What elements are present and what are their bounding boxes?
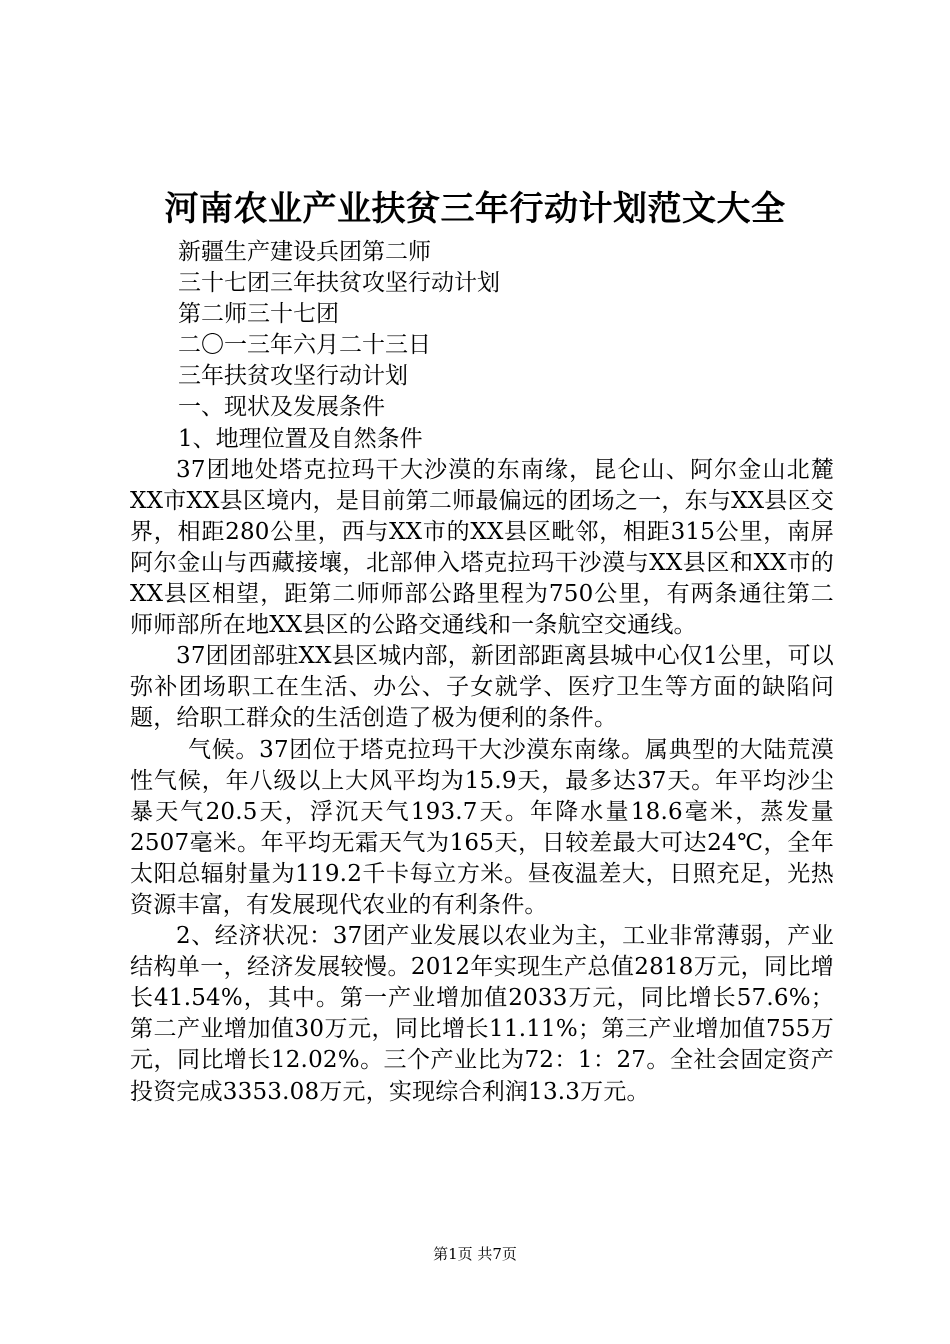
issuer-line: 第二师三十七团 — [178, 301, 339, 328]
document-title: 河南农业产业扶贫三年行动计划范文大全 — [164, 189, 786, 229]
page-indicator: 第1页 共7页 — [433, 1245, 517, 1263]
section-heading: 一、现状及发展条件 — [178, 394, 385, 421]
paragraph-economy: 2、经济状况：37团产业发展以农业为主，工业非常薄弱，产业结构单一，经济发展较慢。2012年实现生产总值2818万元，同比增长41.54%，其中。第一产业增加值2033万元，同比增长57.6%；第二产业增加值30万元，同比增长11.11%；第三产业增加值755万元，同比增长12.02%。三个产业比为72：1：27。全社会固定资产投资完成3353.08万元，实现综合利润13.3万元。 — [130, 923, 834, 1105]
plan-name-line: 三十七团三年扶贫攻坚行动计划 — [178, 270, 500, 297]
unit-line: 新疆生产建设兵团第二师 — [178, 239, 431, 265]
plan-heading: 三年扶贫攻坚行动计划 — [178, 363, 408, 390]
paragraph-geography: 37团地处塔克拉玛干大沙漠的东南缘，昆仑山、阿尔金山北麓XX市XX县区境内，是目前第二师最偏远的团场之一，东与XX县区交界，相距280公里，西与XX市的XX县区毗邻，相距315公里，南屏阿尔金山与西藏接壤，北部伸入塔克拉玛干沙漠与XX县区和XX市的XX县区相望，距第二师师部公路里程为750公里，有两条通往第二师师部所在地XX县区的公路交通线和一条航空交通线。 — [130, 456, 834, 639]
date-line: 二〇一三年六月二十三日 — [178, 332, 431, 359]
paragraph-climate: 气候。37团位于塔克拉玛干大沙漠东南缘。属典型的大陆荒漠性气候，年八级以上大风平均为15.9天，最多达37天。年平均沙尘暴天气20.5天，浮沉天气193.7天。年降水量18.6毫米，蒸发量2507毫米。年平均无霜天气为165天，日较差最大可达24℃，全年太阳总辐射量为119.2千卡每立方米。昼夜温差大，日照充足，光热资源丰富，有发展现代农业的有利条件。 — [130, 736, 834, 918]
subsection-heading: 1、地理位置及自然条件 — [178, 425, 423, 452]
paragraph-headquarters: 37团团部驻XX县区城内部，新团部距离县城中心仅1公里，可以弥补团场职工在生活、办公、子女就学、医疗卫生等方面的缺陷问题，给职工群众的生活创造了极为便利的条件。 — [130, 643, 834, 732]
document-body — [130, 237, 834, 1108]
